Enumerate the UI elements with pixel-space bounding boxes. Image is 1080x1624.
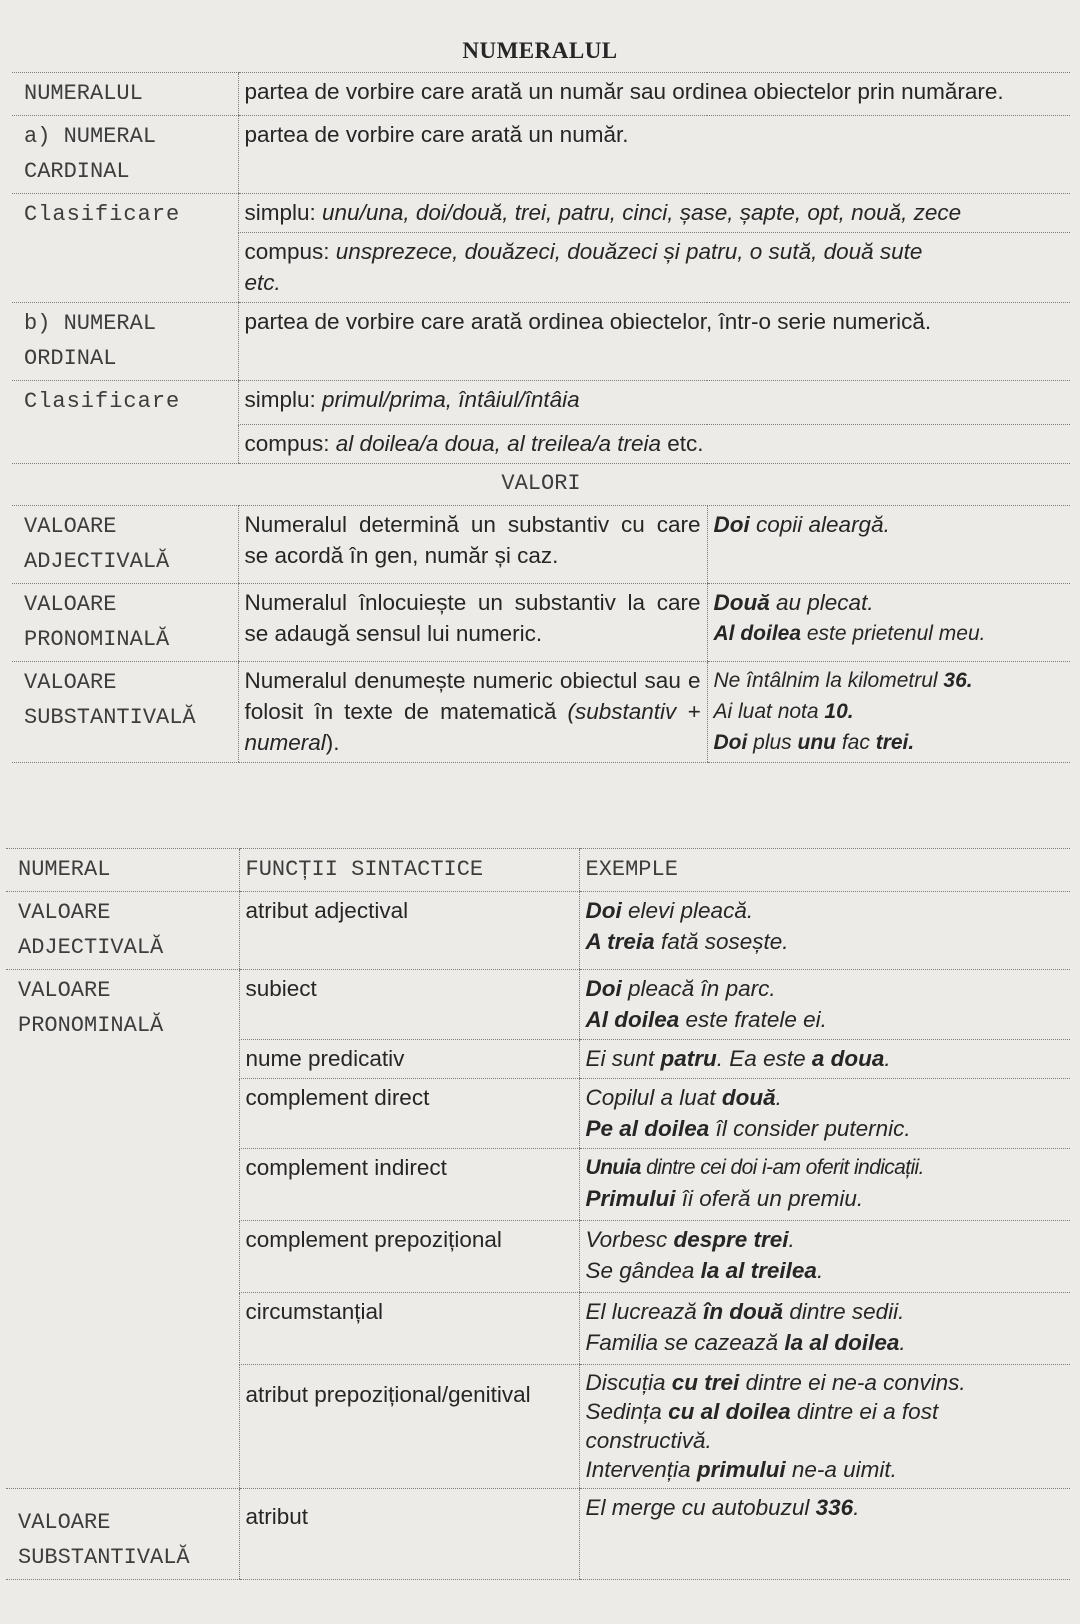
- example-text: El merge cu autobuzul: [585, 1495, 816, 1520]
- example-text: .: [775, 1085, 782, 1110]
- example-bold: cu trei: [671, 1370, 740, 1395]
- example-list: unu/una, doi/două, trei, patru, cinci, șase, șapte, opt, nouă, zece: [322, 200, 962, 225]
- example-bold: Unuia: [585, 1156, 641, 1179]
- example-text: copii aleargă.: [749, 512, 890, 537]
- examples-cell: [579, 1489, 1070, 1580]
- example-bold: 336: [815, 1495, 854, 1520]
- example-list: al doilea/a doua, al treilea/a treia: [335, 431, 662, 456]
- example-text: îl consider puternic.: [709, 1116, 911, 1141]
- definition-cell: partea de vorbire care arată un număr sau ordinea obiectelor prin numărare.: [238, 73, 1070, 116]
- value-name: VALOARE PRONOMINALĂ: [12, 584, 238, 662]
- example-text: fată sosește.: [654, 929, 789, 954]
- example-text: ne-a uimit.: [785, 1457, 897, 1482]
- definition-cell: [238, 381, 1070, 425]
- example-list: unsprezece, douăzeci, douăzeci și patru, o sută, două sute: [335, 239, 923, 264]
- example-bold: primului: [696, 1457, 786, 1482]
- example-text: Vorbesc: [585, 1227, 674, 1252]
- lead-text: simplu:: [244, 200, 323, 225]
- example-bold: la al doilea: [784, 1330, 900, 1355]
- example-end: etc.: [661, 431, 704, 456]
- syntax-functions-table: [6, 848, 1070, 1580]
- example-bold: Doi: [713, 512, 750, 537]
- function-cell: circumstanțial: [239, 1293, 579, 1365]
- function-cell: complement indirect: [239, 1149, 579, 1221]
- example-bold: unu: [797, 731, 837, 754]
- lead-text: compus:: [244, 431, 336, 456]
- function-cell: complement direct: [239, 1079, 579, 1149]
- example-bold: Al doilea: [713, 622, 802, 645]
- definition-cell: [238, 425, 1070, 464]
- examples-cell: [579, 1293, 1070, 1365]
- value-description: [238, 662, 707, 763]
- example-bold: Primului: [585, 1186, 676, 1211]
- example-text: Familia se cazează: [585, 1330, 785, 1355]
- example-text: Discuția: [585, 1370, 672, 1395]
- example-bold: 36.: [943, 669, 973, 692]
- value-name: VALOARE ADJECTIVALĂ: [12, 506, 238, 584]
- value-name: VALOARE PRONOMINALĂ: [6, 970, 239, 1489]
- example-text: dintre cei doi i-am oferit indicații.: [640, 1156, 924, 1179]
- table-row: [6, 892, 1070, 970]
- example-text: Copilul a luat: [585, 1085, 722, 1110]
- header-functions: FUNCȚII SINTACTICE: [239, 849, 579, 892]
- term-cell: Clasificare: [12, 381, 238, 464]
- value-name: VALOARE ADJECTIVALĂ: [6, 892, 239, 970]
- example-list: primul/prima, întâiul/întâia: [322, 387, 580, 412]
- example-text: este prietenul meu.: [801, 622, 986, 645]
- example-bold: despre trei: [673, 1227, 789, 1252]
- example-bold: Doi: [713, 731, 748, 754]
- table-row: [12, 194, 1070, 233]
- example-end: etc.: [244, 270, 281, 295]
- example-bold: trei.: [875, 731, 915, 754]
- examples-cell: [579, 1365, 1070, 1489]
- example-bold: cu al doilea: [668, 1399, 791, 1424]
- page-title: NUMERALUL: [462, 38, 618, 63]
- table-row: [6, 1489, 1070, 1580]
- example-text: Ai luat nota: [713, 700, 825, 723]
- example-text: Intervenția: [585, 1457, 697, 1482]
- value-description: Numeralul determină un substantiv cu care se acordă în gen, număr și caz.: [238, 506, 707, 584]
- description-italic: (substantiv + numeral: [244, 699, 701, 755]
- example-text: Se gândea: [585, 1258, 701, 1283]
- example-text: dintre sedii.: [783, 1299, 905, 1324]
- example-bold: A treia: [585, 929, 655, 954]
- value-description: Numeralul înlocuiește un substantiv la care se adaugă sensul lui numeric.: [238, 584, 707, 662]
- table-row: [12, 303, 1070, 381]
- example-text: dintre ei ne-a convins.: [739, 1370, 966, 1395]
- example-text: .: [816, 1258, 824, 1283]
- examples-cell: [579, 1149, 1070, 1221]
- example-bold: a doua: [811, 1046, 885, 1071]
- table-row: [12, 662, 1070, 763]
- lead-text: compus:: [244, 239, 336, 264]
- function-cell: atribut prepozițional/genitival: [239, 1365, 579, 1489]
- example-text: îi oferă un premiu.: [675, 1186, 864, 1211]
- lead-text: simplu:: [244, 387, 323, 412]
- example-text: dintre ei a fost constructivă.: [585, 1399, 939, 1453]
- definition-cell: [238, 194, 1070, 233]
- examples-cell: [579, 1079, 1070, 1149]
- example-bold: în două: [703, 1299, 784, 1324]
- example-text: .: [899, 1330, 906, 1355]
- header-examples: EXEMPLE: [579, 849, 1070, 892]
- example-text: Ne întâlnim la kilometrul: [713, 669, 944, 692]
- example-bold: 10.: [824, 700, 854, 723]
- definition-cell: partea de vorbire care arată un număr.: [238, 116, 1070, 194]
- definition-cell: [238, 233, 1070, 303]
- value-example: [707, 662, 1070, 763]
- example-text: este fratele ei.: [679, 1007, 827, 1032]
- term-cell: Clasificare: [12, 194, 238, 303]
- example-bold: Pe al doilea: [585, 1116, 710, 1141]
- table-row: [12, 381, 1070, 425]
- function-cell: atribut: [239, 1489, 579, 1580]
- term-cell: b) NUMERAL ORDINAL: [12, 303, 238, 381]
- examples-cell: [579, 970, 1070, 1040]
- example-text: fac: [836, 731, 876, 754]
- example-bold: Doi: [585, 976, 622, 1001]
- example-text: elevi pleacă.: [621, 898, 754, 923]
- example-text: .: [884, 1046, 891, 1071]
- table-row: [12, 464, 1070, 506]
- term-cell: a) NUMERAL CARDINAL: [12, 116, 238, 194]
- header-numeral: NUMERAL: [6, 849, 239, 892]
- example-text: Ei sunt: [585, 1046, 661, 1071]
- examples-cell: [579, 892, 1070, 970]
- table-row: [12, 73, 1070, 116]
- example-text: El lucrează: [585, 1299, 704, 1324]
- function-cell: atribut adjectival: [239, 892, 579, 970]
- term-cell: NUMERALUL: [12, 73, 238, 116]
- function-cell: subiect: [239, 970, 579, 1040]
- example-text: . Ea este: [716, 1046, 812, 1071]
- description-text: Numeralul denumește numeric obiectul sau e folosit în texte de matematică: [244, 668, 701, 724]
- value-name: VALOARE SUBSTANTIVALĂ: [6, 1489, 239, 1580]
- example-bold: patru: [660, 1046, 717, 1071]
- example-bold: Două: [713, 590, 770, 615]
- description-text: ).: [325, 730, 340, 755]
- example-text: Sedința: [585, 1399, 669, 1424]
- table-row: [12, 116, 1070, 194]
- example-bold: Al doilea: [585, 1007, 680, 1032]
- table-header-row: [6, 849, 1070, 892]
- table-row: [6, 970, 1070, 1040]
- example-bold: două: [721, 1085, 776, 1110]
- definition-cell: partea de vorbire care arată ordinea obiectelor, într-o serie numerică.: [238, 303, 1070, 381]
- example-text: .: [853, 1495, 860, 1520]
- value-example: [707, 584, 1070, 662]
- table-row: [12, 506, 1070, 584]
- example-text: pleacă în parc.: [621, 976, 776, 1001]
- table-row: [12, 584, 1070, 662]
- function-cell: complement prepozițional: [239, 1221, 579, 1293]
- example-text: plus: [747, 731, 798, 754]
- value-example: [707, 506, 1070, 584]
- example-bold: Doi: [585, 898, 622, 923]
- example-bold: la al treilea: [700, 1258, 817, 1283]
- values-header: VALORI: [12, 464, 1070, 506]
- examples-cell: [579, 1221, 1070, 1293]
- value-name: VALOARE SUBSTANTIVALĂ: [12, 662, 238, 763]
- example-text: .: [788, 1227, 795, 1252]
- example-text: au plecat.: [769, 590, 874, 615]
- function-cell: nume predicativ: [239, 1040, 579, 1079]
- definitions-table: [12, 72, 1070, 763]
- examples-cell: [579, 1040, 1070, 1079]
